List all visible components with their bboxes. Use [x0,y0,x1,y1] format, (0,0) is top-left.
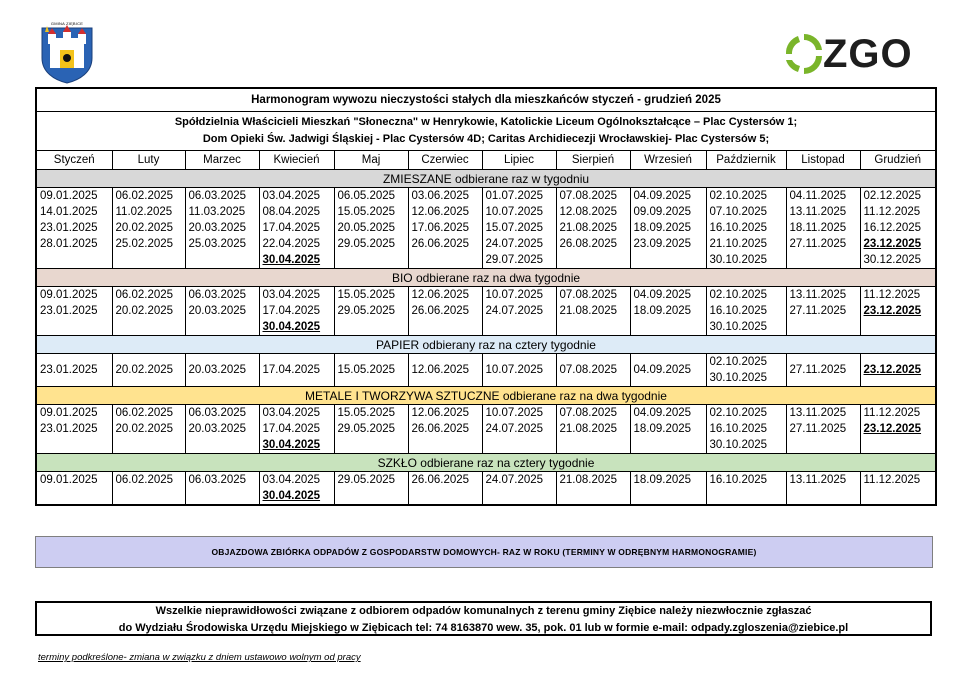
pickup-date: 24.07.2025 [485,305,544,317]
date-cell [112,354,185,387]
pickup-date: 21.10.2025 [709,238,768,250]
pickup-date: 04.09.2025 [633,190,692,202]
schedule-subtitle [36,112,936,151]
date-cell [185,354,259,387]
date-cell [706,472,786,506]
date-cell [786,287,860,336]
dates-row-papier [36,354,936,387]
pickup-date: 13.11.2025 [789,407,847,419]
pickup-date: 06.03.2025 [188,190,247,202]
month-header: Czerwiec [408,151,482,170]
pickup-date: 06.03.2025 [188,289,247,301]
pickup-date: 11.12.2025 [863,407,921,419]
dates-row-szklo [36,472,936,506]
pickup-date: 30.10.2025 [709,372,768,384]
pickup-date: 12.06.2025 [411,407,470,419]
date-cell [334,287,408,336]
subtitle-line-1: Spółdzielnia Właścicieli Mieszkań "Słoneczna" w Henrykowie, Katolickie Liceum Ogólnokształcące – Plac Cystersów 1; [174,116,798,128]
subtitle-row [36,112,936,151]
pickup-date: 04.09.2025 [633,364,692,376]
pickup-date: 27.11.2025 [789,238,847,250]
pickup-date: 02.10.2025 [709,356,768,368]
pickup-date: 27.11.2025 [789,305,847,317]
month-header: Kwiecień [259,151,334,170]
pickup-date: 07.08.2025 [559,190,618,202]
pickup-date: 18.11.2025 [789,222,847,234]
date-cell [786,405,860,454]
pickup-date: 06.05.2025 [337,190,396,202]
pickup-date: 12.06.2025 [411,206,470,218]
pickup-date: 09.01.2025 [40,289,98,301]
date-cell [706,188,786,269]
pickup-date: 12.06.2025 [411,289,470,301]
contact-line-1: Wszelkie nieprawidłowości związane z odbiorem odpadów komunalnych z terenu gminy Ziębice należy niezwłocznie zgłaszać [155,605,812,617]
month-header: Listopad [786,151,860,170]
section-header-row [36,387,936,405]
pickup-date: 11.12.2025 [863,206,921,218]
date-cell [259,188,334,269]
month-header: Wrzesień [630,151,706,170]
pickup-date: 09.01.2025 [40,190,98,202]
pickup-date: 06.02.2025 [115,190,174,202]
pickup-date: 07.08.2025 [559,407,618,419]
date-cell [408,354,482,387]
date-cell [112,287,185,336]
pickup-date: 26.08.2025 [559,238,618,250]
section-header-row [36,336,936,354]
date-cell [482,472,556,506]
pickup-date: 20.03.2025 [188,222,247,234]
pickup-date: 09.01.2025 [40,474,98,486]
pickup-date: 24.07.2025 [485,474,544,486]
pickup-date: 21.08.2025 [559,305,618,317]
date-cell [706,354,786,387]
pickup-date: 04.09.2025 [633,407,692,419]
pickup-date: 30.10.2025 [709,254,768,266]
date-cell [786,472,860,506]
date-cell [259,405,334,454]
pickup-date: 20.02.2025 [115,305,174,317]
date-cell [185,472,259,506]
pickup-date: 16.10.2025 [709,305,768,317]
pickup-date: 17.04.2025 [262,423,321,435]
pickup-date: 18.09.2025 [633,423,692,435]
subtitle-line-2: Dom Opieki Św. Jadwigi Śląskiej - Plac Cystersów 4D; Caritas Archidiecezji Wrocławskiej- Plac Cystersów 5; [202,133,770,145]
section-header-row [36,454,936,472]
pickup-date: 30.12.2025 [863,254,922,266]
pickup-date: 23.09.2025 [633,238,692,250]
date-cell [786,354,860,387]
section-title-szklo: SZKŁO odbierane raz na cztery tygodnie [36,454,936,472]
pickup-date: 26.06.2025 [411,474,470,486]
pickup-date: 13.11.2025 [789,289,847,301]
pickup-date: 27.11.2025 [789,423,847,435]
pickup-date: 03.04.2025 [262,474,321,486]
pickup-date: 23.01.2025 [40,423,98,435]
date-cell [860,354,936,387]
pickup-date: 30.10.2025 [709,321,768,333]
date-cell [630,405,706,454]
pickup-date: 15.05.2025 [337,407,396,419]
date-cell [786,188,860,269]
pickup-date: 12.08.2025 [559,206,618,218]
pickup-date: 03.06.2025 [411,190,470,202]
date-cell [860,188,936,269]
pickup-date: 23.01.2025 [40,222,98,234]
pickup-date: 20.03.2025 [188,305,247,317]
pickup-date: 10.07.2025 [485,289,544,301]
pickup-date: 16.12.2025 [863,222,922,234]
pickup-date: 20.05.2025 [337,222,396,234]
date-cell [482,354,556,387]
month-header: Sierpień [556,151,630,170]
date-cell [706,287,786,336]
pickup-date: 11.12.2025 [863,289,921,301]
pickup-date: 17.04.2025 [262,305,321,317]
month-header: Październik [706,151,786,170]
pickup-date: 29.05.2025 [337,305,396,317]
date-cell [259,472,334,506]
section-title-zmieszane: ZMIESZANE odbierane raz w tygodniu [36,170,936,188]
section-title-papier: PAPIER odbierany raz na cztery tygodnie [36,336,936,354]
date-cell [630,354,706,387]
pickup-date: 26.06.2025 [411,423,470,435]
date-cell [630,472,706,506]
pickup-date: 07.10.2025 [709,206,768,218]
pickup-date: 26.06.2025 [411,238,470,250]
date-cell [408,405,482,454]
pickup-date: 24.07.2025 [485,423,544,435]
pickup-date: 29.05.2025 [337,474,396,486]
date-cell [259,287,334,336]
month-header: Grudzień [860,151,936,170]
crest-label: GMINA ZIĘBICE [50,21,84,26]
pickup-date: 07.08.2025 [559,289,618,301]
pickup-date: 15.05.2025 [337,364,396,376]
changed-date: 23.12.2025 [863,423,922,435]
pickup-date: 13.11.2025 [789,474,847,486]
pickup-date: 15.05.2025 [337,289,396,301]
pickup-date: 17.04.2025 [262,222,321,234]
date-cell [408,472,482,506]
pickup-date: 29.05.2025 [337,238,396,250]
date-cell [259,354,334,387]
date-cell [860,405,936,454]
date-cell [36,472,112,506]
month-header: Maj [334,151,408,170]
pickup-date: 21.08.2025 [559,423,618,435]
pickup-date: 20.02.2025 [115,364,174,376]
month-header: Luty [112,151,185,170]
pickup-date: 12.06.2025 [411,364,470,376]
pickup-date: 06.03.2025 [188,474,247,486]
pickup-date: 20.02.2025 [115,423,174,435]
pickup-date: 23.01.2025 [40,364,98,376]
changed-date: 23.12.2025 [863,305,922,317]
pickup-date: 02.10.2025 [709,407,768,419]
dates-row-zmieszane [36,188,936,269]
changed-date: 30.04.2025 [262,321,321,333]
pickup-date: 06.02.2025 [115,289,174,301]
pickup-date: 28.01.2025 [40,238,98,250]
changed-date: 30.04.2025 [262,439,321,451]
date-cell [36,354,112,387]
month-header: Lipiec [482,151,556,170]
date-cell [36,188,112,269]
pickup-date: 02.10.2025 [709,289,768,301]
date-cell [185,287,259,336]
date-cell [482,188,556,269]
date-cell [334,188,408,269]
section-title-bio: BIO odbierane raz na dwa tygodnie [36,269,936,287]
pickup-date: 06.02.2025 [115,474,174,486]
pickup-date: 04.11.2025 [789,190,847,202]
pickup-date: 18.09.2025 [633,222,692,234]
pickup-date: 20.03.2025 [188,423,247,435]
changed-date: 30.04.2025 [262,490,321,502]
pickup-date: 29.05.2025 [337,423,396,435]
date-cell [556,188,630,269]
pickup-date: 09.01.2025 [40,407,98,419]
date-cell [860,287,936,336]
pickup-date: 15.05.2025 [337,206,396,218]
pickup-date: 13.11.2025 [789,206,847,218]
pickup-date: 18.09.2025 [633,474,692,486]
month-header: Marzec [185,151,259,170]
date-cell [112,472,185,506]
date-cell [112,188,185,269]
pickup-date: 24.07.2025 [485,238,544,250]
date-cell [408,188,482,269]
contact-box [35,601,932,636]
pickup-date: 10.07.2025 [485,364,544,376]
pickup-date: 17.06.2025 [411,222,470,234]
dates-row-bio [36,287,936,336]
date-cell [482,287,556,336]
pickup-date: 02.12.2025 [863,190,922,202]
schedule-table [35,87,937,506]
date-cell [334,405,408,454]
date-cell [860,472,936,506]
pickup-date: 10.07.2025 [485,407,544,419]
pickup-date: 07.08.2025 [559,364,618,376]
date-cell [334,472,408,506]
pickup-date: 06.02.2025 [115,407,174,419]
changed-date: 23.12.2025 [863,364,922,376]
changed-date: 30.04.2025 [262,254,321,266]
municipality-crest [40,20,94,84]
schedule-title: Harmonogram wywozu nieczystości stałych dla mieszkańców styczeń - grudzień 2025 [36,88,936,112]
date-cell [706,405,786,454]
pickup-date: 16.10.2025 [709,474,768,486]
section-title-metale: METALE I TWORZYWA SZTUCZNE odbierane raz na dwa tygodnie [36,387,936,405]
pickup-date: 06.03.2025 [188,407,247,419]
date-cell [630,188,706,269]
date-cell [334,354,408,387]
changed-date: 23.12.2025 [863,238,922,250]
pickup-date: 25.03.2025 [188,238,247,250]
pickup-date: 21.08.2025 [559,474,618,486]
pickup-date: 10.07.2025 [485,206,544,218]
pickup-date: 27.11.2025 [789,364,847,376]
pickup-date: 14.01.2025 [40,206,98,218]
date-cell [36,405,112,454]
pickup-date: 16.10.2025 [709,222,768,234]
date-cell [185,405,259,454]
pickup-date: 11.03.2025 [188,206,246,218]
pickup-date: 16.10.2025 [709,423,768,435]
pickup-date: 01.07.2025 [485,190,544,202]
footnote: terminy podkreślone- zmiana w związku z dniem ustawowo wolnym od pracy [38,652,361,663]
dates-row-metale [36,405,936,454]
pickup-date: 22.04.2025 [262,238,321,250]
pickup-date: 04.09.2025 [633,289,692,301]
pickup-date: 26.06.2025 [411,305,470,317]
pickup-date: 03.04.2025 [262,289,321,301]
pickup-date: 30.10.2025 [709,439,768,451]
contact-line-2: do Wydziału Środowiska Urzędu Miejskiego w Ziębicach tel: 74 8163870 wew. 35, pok. 01 lub w formie e-mail: odpady.zgloszenia@ziebice.pl [118,622,849,634]
pickup-date: 03.04.2025 [262,407,321,419]
pickup-date: 17.04.2025 [262,364,321,376]
zgo-logo-text: ZGO [823,32,913,76]
section-header-row [36,269,936,287]
pickup-date: 25.02.2025 [115,238,174,250]
date-cell [36,287,112,336]
date-cell [112,405,185,454]
pickup-date: 20.03.2025 [188,364,247,376]
date-cell [185,188,259,269]
pickup-date: 08.04.2025 [262,206,321,218]
mobile-collection-note: OBJAZDOWA ZBIÓRKA ODPADÓW Z GOSPODARSTW DOMOWYCH- RAZ W ROKU (TERMINY W ODRĘBNYM HARMONOGRAMIE) [35,536,933,568]
pickup-date: 29.07.2025 [485,254,544,266]
month-header: Styczeń [36,151,112,170]
pickup-date: 03.04.2025 [262,190,321,202]
date-cell [556,287,630,336]
date-cell [556,472,630,506]
pickup-date: 15.07.2025 [485,222,544,234]
pickup-date: 23.01.2025 [40,305,98,317]
pickup-date: 11.12.2025 [863,474,921,486]
pickup-date: 18.09.2025 [633,305,692,317]
date-cell [408,287,482,336]
title-row [36,88,936,112]
month-header-row [36,151,936,170]
date-cell [556,405,630,454]
pickup-date: 20.02.2025 [115,222,174,234]
pickup-date: 11.02.2025 [115,206,173,218]
section-header-row [36,170,936,188]
date-cell [630,287,706,336]
date-cell [482,405,556,454]
pickup-date: 02.10.2025 [709,190,768,202]
pickup-date: 21.08.2025 [559,222,618,234]
date-cell [556,354,630,387]
pickup-date: 09.09.2025 [633,206,692,218]
